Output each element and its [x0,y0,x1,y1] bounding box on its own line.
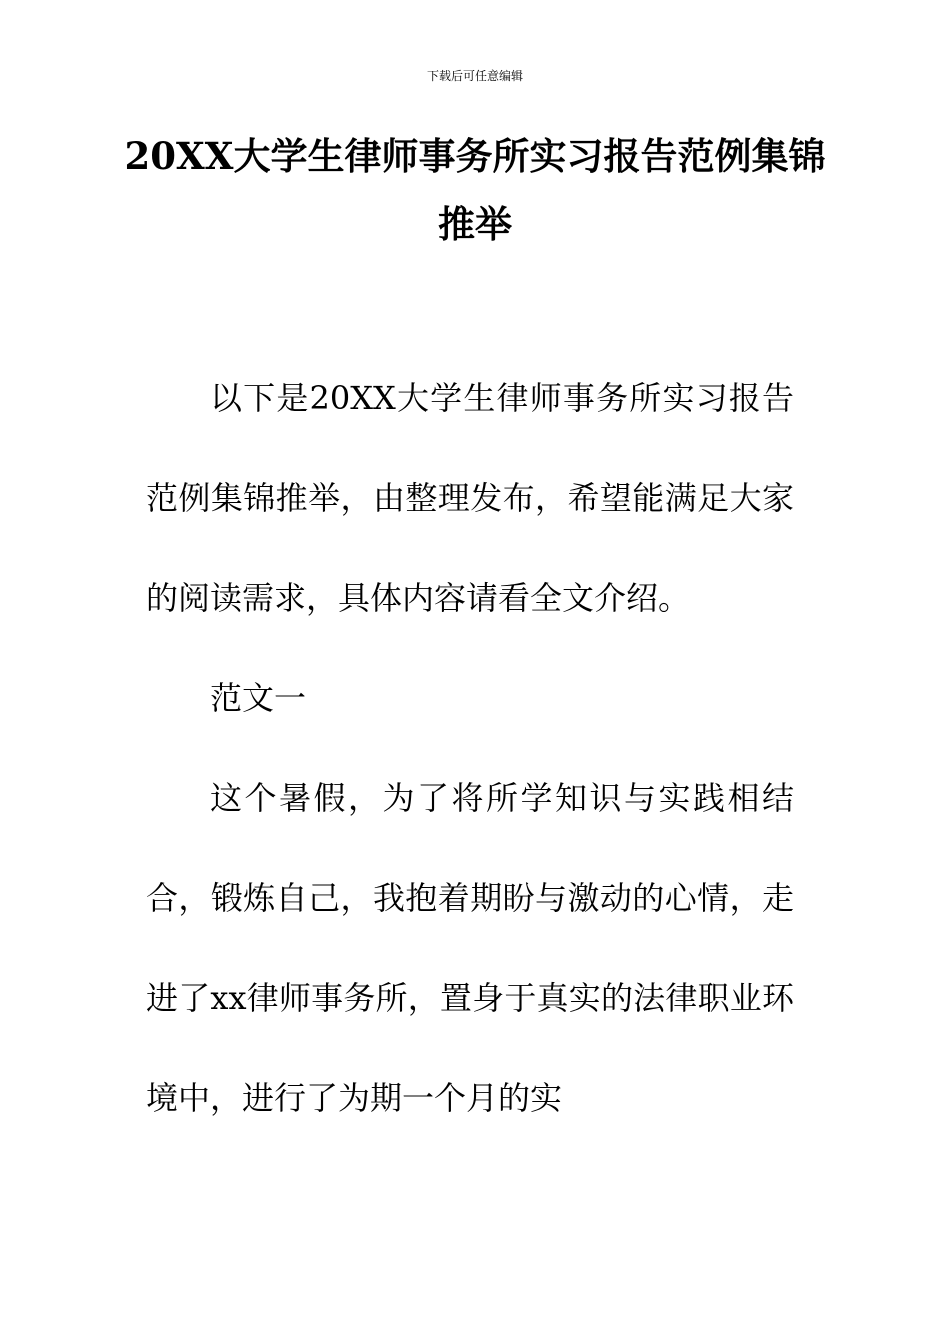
body-paragraph: 这个暑假，为了将所学知识与实践相结合，锻炼自己，我抱着期盼与激动的心情，走进了xx律师事务所，置身于真实的法律职业环境中，进行了为期一个月的实 [146,779,794,1117]
intro-paragraph: 以下是20XX大学生律师事务所实习报告范例集锦推举，由整理发布，希望能满足大家的阅读需求，具体内容请看全文介绍。 [146,379,794,617]
header-note: 下载后可任意编辑 [426,69,523,83]
document-body [146,348,794,1148]
section-heading: 范文一 [210,679,307,717]
document-title: 20XX大学生律师事务所实习报告范例集锦推举 [124,134,826,246]
